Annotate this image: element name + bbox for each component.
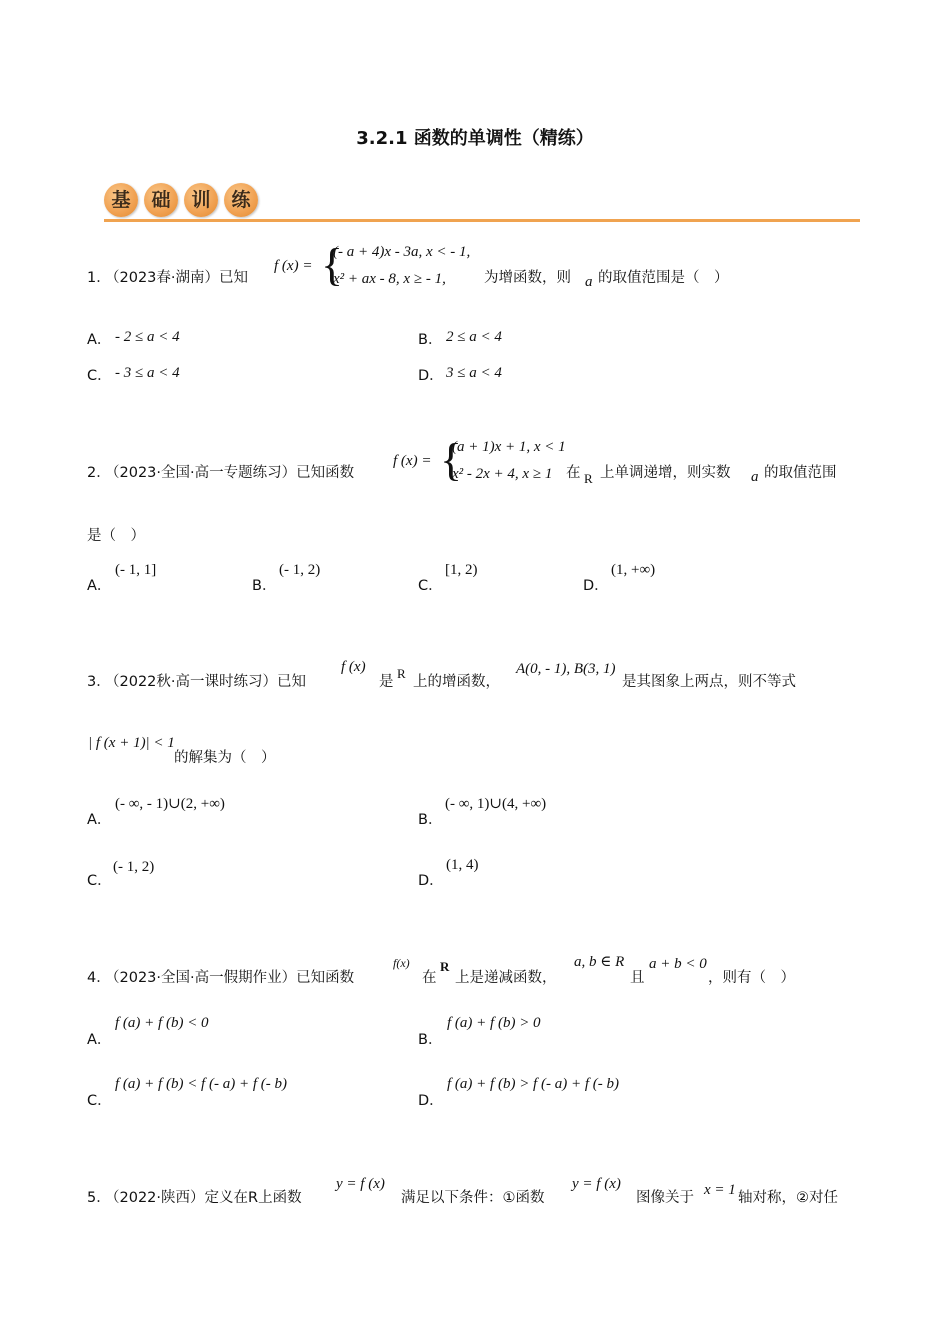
question-text: 的解集为（ ）	[174, 750, 276, 766]
function-label: f (x) =	[274, 258, 313, 274]
banner-char-4: 练	[224, 183, 258, 217]
function-label: y = f (x)	[572, 1176, 621, 1192]
option-label: D．	[418, 873, 444, 889]
question-text: 满足以下条件：①函数	[401, 1190, 545, 1206]
option-c: f (a) + f (b) < f (- a) + f (- b)	[115, 1076, 287, 1092]
question-number: 3．	[87, 674, 111, 690]
question-text: 上的增函数，	[413, 674, 500, 690]
piece-case-1: (a + 1)x + 1, x < 1	[452, 439, 566, 455]
question-text: 的取值范围	[764, 465, 837, 481]
option-a: (- ∞, - 1)∪(2, +∞)	[115, 796, 225, 812]
symmetry-axis: x = 1	[704, 1182, 736, 1198]
option-d: (1, 4)	[446, 857, 479, 873]
option-a: f (a) + f (b) < 0	[115, 1015, 209, 1031]
option-label: C．	[87, 368, 112, 384]
function-label: f (x)	[341, 659, 366, 675]
option-b: (- 1, 2)	[279, 562, 321, 578]
question-text: 轴对称，②对任	[738, 1190, 838, 1206]
option-label: B．	[418, 812, 443, 828]
variable-a: a	[751, 469, 759, 485]
function-label: f(x)	[393, 956, 410, 970]
piecewise-brace: {	[321, 239, 344, 290]
piecewise-brace: {	[440, 434, 463, 485]
page-title: 3.2.1 函数的单调性（精练）	[356, 128, 594, 149]
option-label: A．	[87, 578, 112, 594]
question-source: （2023·全国·高一专题练习）已知函数	[105, 465, 355, 481]
condition: a + b < 0	[649, 956, 707, 972]
inequality: | f (x + 1)| < 1	[88, 735, 175, 751]
option-label: C．	[418, 578, 443, 594]
question-text: 且	[630, 970, 645, 986]
question-number: 1．	[87, 270, 111, 286]
option-label: C．	[87, 873, 112, 889]
question-text: 是	[379, 674, 394, 690]
option-label: A．	[87, 332, 112, 348]
option-label: A．	[87, 1032, 112, 1048]
option-label: D．	[418, 368, 444, 384]
question-source: （2023春·湖南）已知	[105, 270, 249, 286]
question-text: 在	[566, 465, 581, 481]
question-text: 为增函数，则	[484, 270, 571, 286]
option-label: C．	[87, 1093, 112, 1109]
option-label: D．	[583, 578, 609, 594]
option-label: B．	[418, 332, 443, 348]
question-text: 的取值范围是（ ）	[598, 270, 729, 286]
variable-a: a	[585, 274, 593, 290]
point-coordinates: A(0, - 1), B(3, 1)	[516, 661, 616, 677]
question-text: 上是递减函数，	[455, 970, 557, 986]
function-label: y = f (x)	[336, 1176, 385, 1192]
real-set-R: R	[397, 666, 406, 681]
option-label: B．	[252, 578, 277, 594]
question-text: 上单调递增，则实数	[600, 465, 731, 481]
option-c: [1, 2)	[445, 562, 478, 578]
section-rule	[104, 219, 860, 222]
option-d: 3 ≤ a < 4	[446, 365, 502, 381]
piece-case-2: x² + ax - 8, x ≥ - 1,	[333, 271, 446, 287]
banner-char-2: 础	[144, 183, 178, 217]
question-text: 图像关于	[636, 1190, 694, 1206]
option-b: (- ∞, 1)∪(4, +∞)	[445, 796, 547, 812]
question-text: ，则有（ ）	[708, 970, 795, 986]
function-label: f (x) =	[393, 453, 432, 469]
question-source: （2022·陕西）定义在R上函数	[105, 1190, 302, 1206]
option-label: D．	[418, 1093, 444, 1109]
question-source: （2022秋·高一课时练习）已知	[105, 674, 307, 690]
ab-membership: a, b ∈ R	[574, 954, 625, 970]
option-label: B．	[418, 1032, 443, 1048]
piece-case-2: x² - 2x + 4, x ≥ 1	[452, 466, 553, 482]
option-c: - 3 ≤ a < 4	[115, 365, 180, 381]
question-text: 在	[422, 970, 437, 986]
question-number: 2．	[87, 465, 111, 481]
option-d: (1, +∞)	[611, 562, 656, 578]
option-a: - 2 ≤ a < 4	[115, 329, 180, 345]
option-b: 2 ≤ a < 4	[446, 329, 502, 345]
real-set-R: R	[584, 471, 593, 486]
question-number: 4．	[87, 970, 111, 986]
option-b: f (a) + f (b) > 0	[447, 1015, 541, 1031]
question-number: 5．	[87, 1190, 111, 1206]
option-c: (- 1, 2)	[113, 859, 155, 875]
question-text-line2: 是（ ）	[87, 528, 145, 544]
option-label: A．	[87, 812, 112, 828]
real-set-R: R	[440, 959, 450, 974]
question-source: （2023·全国·高一假期作业）已知函数	[105, 970, 355, 986]
option-d: f (a) + f (b) > f (- a) + f (- b)	[447, 1076, 619, 1092]
banner-char-3: 训	[184, 183, 218, 217]
piece-case-1: (- a + 4)x - 3a, x < - 1,	[333, 244, 471, 260]
question-text: 是其图象上两点，则不等式	[622, 674, 796, 690]
banner-char-1: 基	[104, 183, 138, 217]
option-a: (- 1, 1]	[115, 562, 157, 578]
